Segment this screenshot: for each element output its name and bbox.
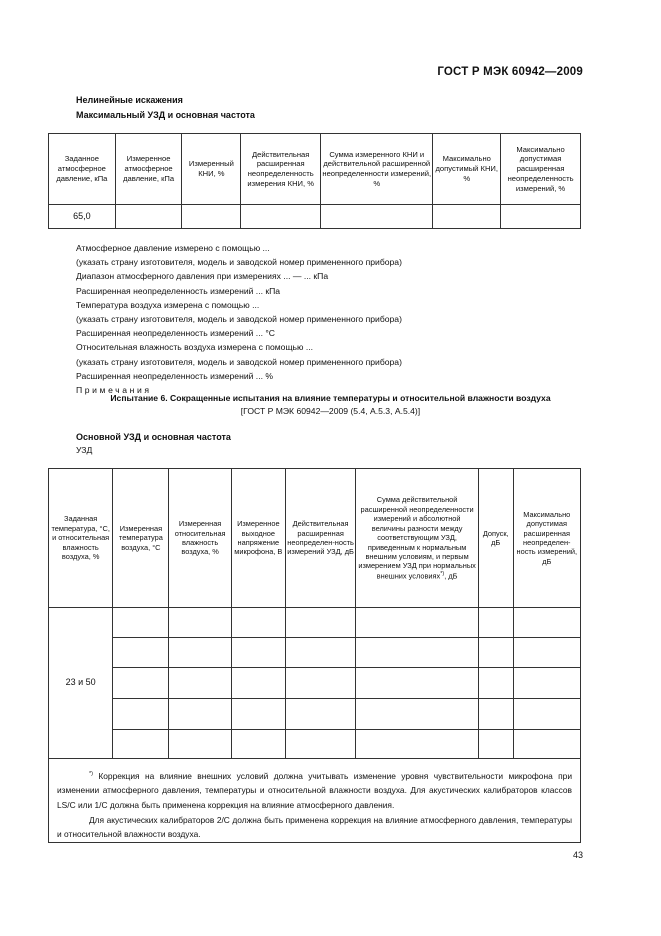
table-cell [169, 608, 231, 638]
test-title: Испытание 6. Сокращенные испытания на влияние температуры и относительной влажности воздуха [110, 393, 551, 403]
table-cell [285, 699, 355, 730]
table-cell [513, 730, 580, 759]
table-cell [169, 699, 231, 730]
footnote-paragraph-2: Для акустических калибраторов 2/C должна быть применена коррекция на влияние атмосферного давления, температуры и относительной влажности воздуха. [57, 814, 572, 840]
col-header-max-spl-uncertainty: Максимально допустимая расширенная неопределен-ность измерений, дБ [513, 469, 580, 608]
table-cell [513, 608, 580, 638]
table-cell [478, 699, 513, 730]
distortion-table [48, 133, 581, 229]
table-cell [231, 608, 285, 638]
table-cell [513, 668, 580, 699]
header-text: Сумма действительной расширенной неопределенности измерений и абсолютной величины разности между соответствующим УЗД, приведенным к нормальным внешним условиям, и первым измерением УЗД при нормальных внешних условиях [358, 495, 476, 581]
col-header-max-thd: Максимально допустимый КНИ, % [433, 134, 501, 205]
footnote-text: Коррекция на влияние внешних условий должна учитывать изменение уровня чувствительности микрофона при изменении атмосферного давления, температуры и относительной влажности воздуха. Для акустических калибраторов классов LS/C или 1/C должна быть применена коррекция на влияние атмосферного давления. [57, 770, 572, 810]
table-cell [513, 638, 580, 668]
table-cell [231, 730, 285, 759]
note-line: (указать страну изготовителя, модель и заводской номер примененного прибора) [76, 314, 402, 325]
table-cell [356, 638, 479, 668]
col-header-measured-pressure: Измеренное атмосферное давление, кПа [115, 134, 182, 205]
section-heading-basic-spl: Основной УЗД и основная частота [76, 432, 231, 442]
note-line: Расширенная неопределенность измерений ... кПа [76, 285, 281, 296]
col-header-mic-voltage: Измеренное выходное напряжение микрофона, В [231, 469, 285, 608]
col-header-set-pressure: Заданное атмосферное давление, кПа [49, 134, 116, 205]
col-header-measured-temp: Измеренная температура воздуха, °C [113, 469, 169, 608]
note-line: (указать страну изготовителя, модель и заводской номер примененного прибора) [76, 257, 402, 268]
table-cell [169, 730, 231, 759]
table-cell [356, 608, 479, 638]
table-footnote [49, 759, 581, 843]
table-cell [113, 638, 169, 668]
table-cell [478, 608, 513, 638]
note-line: Расширенная неопределенность измерений ... °C [76, 328, 276, 339]
col-header-sum-uncertainty [356, 469, 479, 608]
table-cell [169, 638, 231, 668]
col-header-tolerance: Допуск, дБ [478, 469, 513, 608]
table-cell [231, 699, 285, 730]
col-header-spl-uncertainty: Действительная расширенная неопределен-ность измерений УЗД, дБ [285, 469, 355, 608]
table-cell [356, 699, 479, 730]
table-cell [501, 205, 581, 229]
standard-header: ГОСТ Р МЭК 60942—2009 [437, 66, 583, 78]
note-line: Температура воздуха измерена с помощью ... [76, 299, 260, 310]
note-line: Расширенная неопределенность измерений ... % [76, 370, 274, 381]
table-cell [115, 205, 182, 229]
table-cell-pressure-value: 65,0 [49, 205, 116, 229]
footnote-mark: *) [440, 570, 445, 577]
header-unit: , дБ [444, 571, 458, 581]
table-cell [478, 730, 513, 759]
col-header-thd-uncertainty: Действительная расширенная неопределенность измерения КНИ, % [241, 134, 321, 205]
col-header-measured-humidity: Измеренная относительная влажность воздуха, % [169, 469, 231, 608]
col-header-set-temp-humidity: Заданная температура, °C, и относительная влажность воздуха, % [49, 469, 113, 608]
note-line: Относительная влажность воздуха измерена с помощью ... [76, 342, 313, 353]
table-cell [321, 205, 433, 229]
footnote-paragraph-1 [57, 767, 572, 813]
table-cell [285, 730, 355, 759]
remarks-label: Примечания [76, 385, 152, 396]
table-cell [231, 668, 285, 699]
test-reference: [ГОСТ Р МЭК 60942—2009 (5.4, А.5.3, А.5.4)] [240, 406, 421, 416]
table-cell [433, 205, 501, 229]
page-number: 43 [572, 850, 583, 860]
table-cell [113, 668, 169, 699]
table-cell [113, 699, 169, 730]
note-line: (указать страну изготовителя, модель и заводской номер примененного прибора) [76, 356, 402, 367]
table-cell [231, 638, 285, 668]
col-header-thd-sum: Сумма измеренного КНИ и действительной расширенной неопределенности измерений, % [321, 134, 433, 205]
table-cell [169, 668, 231, 699]
note-line: Диапазон атмосферного давления при измерениях ... — ... кПа [76, 271, 329, 282]
note-line: Атмосферное давление измерено с помощью ... [76, 243, 270, 253]
table-cell [241, 205, 321, 229]
table-cell [513, 699, 580, 730]
measurement-notes [76, 241, 596, 397]
footnote-mark: *) [89, 771, 93, 777]
section-heading-nonlinear: Нелинейные искажения [76, 95, 183, 105]
section-subheading-spl: УЗД [76, 445, 93, 455]
table-cell [356, 668, 479, 699]
col-header-measured-thd: Измеренный КНИ, % [182, 134, 241, 205]
section-subheading-max-spl: Максимальный УЗД и основная частота [76, 110, 255, 120]
table-cell [113, 730, 169, 759]
table-cell [478, 668, 513, 699]
table-cell [285, 668, 355, 699]
table-cell [285, 638, 355, 668]
col-header-max-uncertainty: Максимально допустимая расширенная неопределенность измерений, % [501, 134, 581, 205]
temperature-humidity-table [48, 468, 581, 843]
table-cell [285, 608, 355, 638]
table-cell-condition-value: 23 и 50 [49, 608, 113, 759]
table-cell [113, 608, 169, 638]
table-cell [478, 638, 513, 668]
table-cell [182, 205, 241, 229]
table-cell [356, 730, 479, 759]
